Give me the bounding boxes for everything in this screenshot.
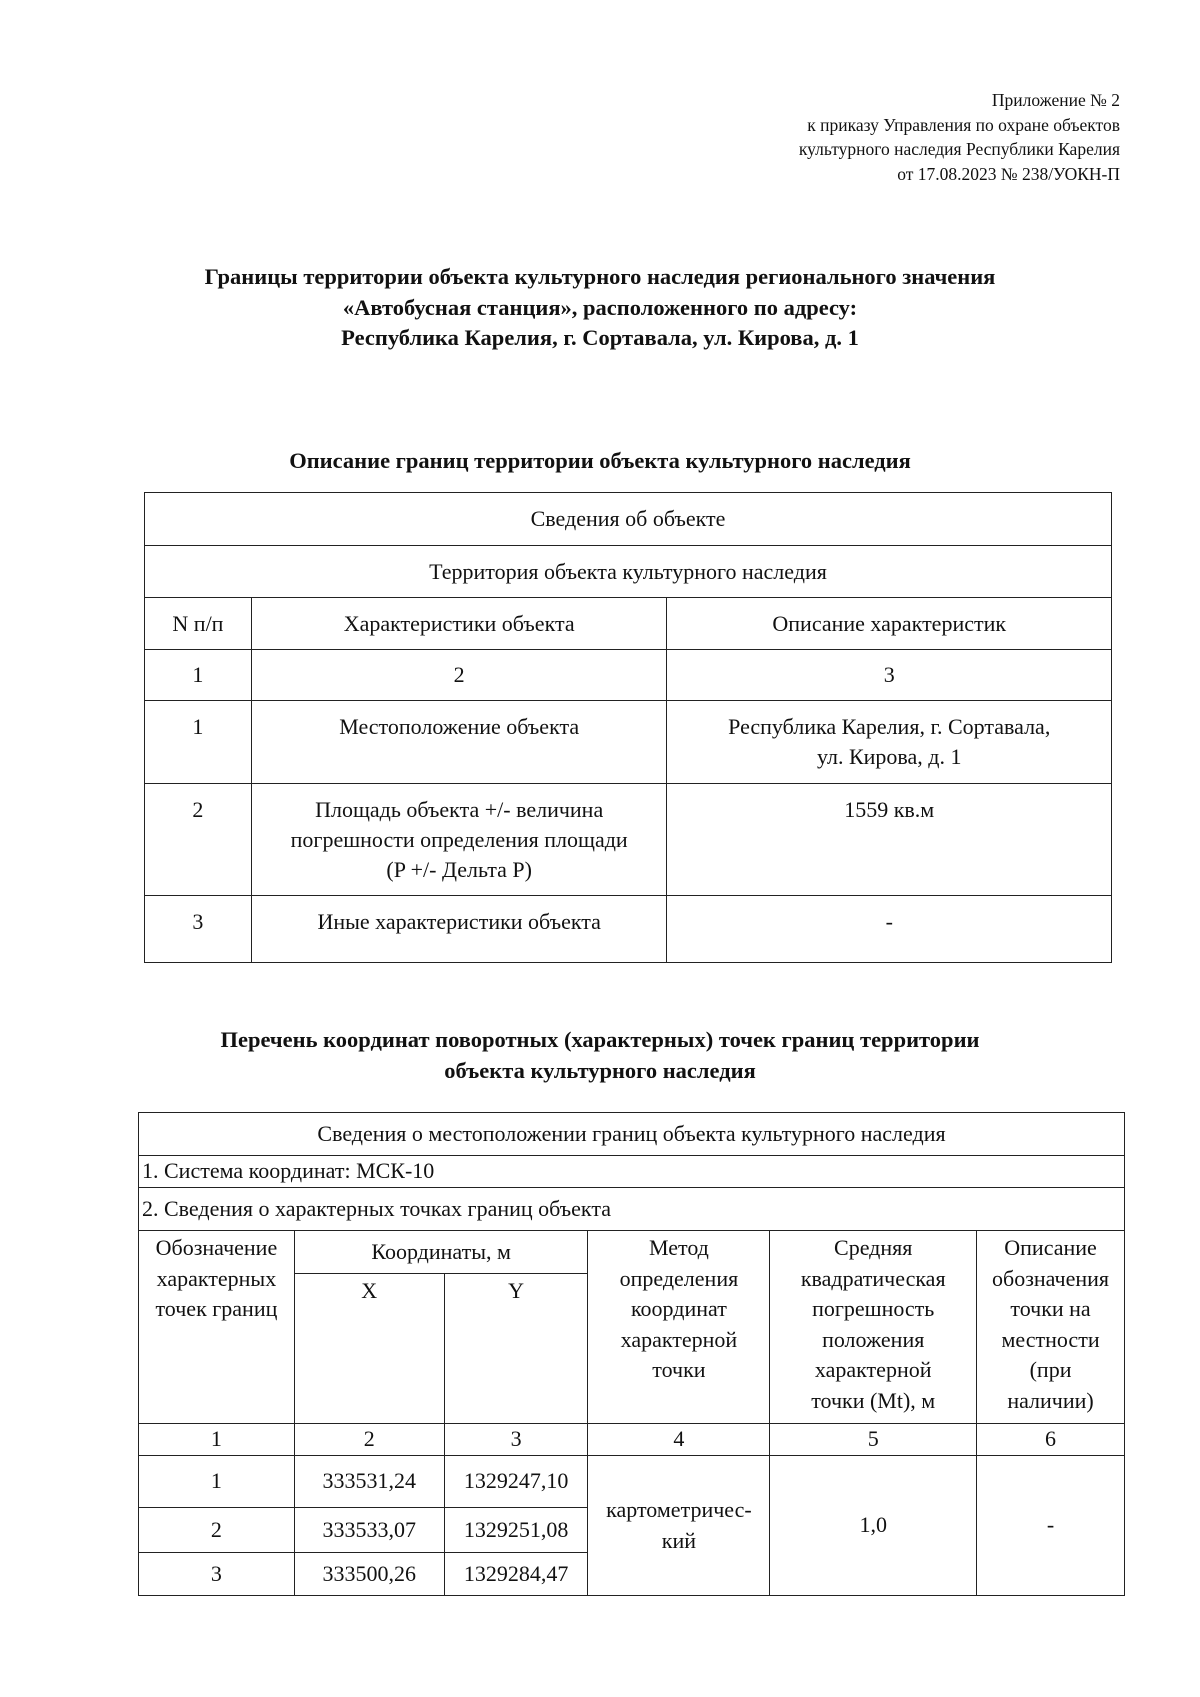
section2-title-line: Перечень координат поворотных (характерных) точек границ территории	[220, 1027, 980, 1052]
coordinate-system: 1. Система координат: МСК-10	[139, 1156, 1125, 1188]
column-header-number: N п/п	[145, 598, 252, 650]
section2-title	[0, 1025, 1200, 1086]
column-number: 3	[667, 650, 1112, 701]
table-row	[145, 701, 1112, 784]
column-number: 3	[444, 1424, 588, 1456]
title-line: Республика Карелия, г. Сортавала, ул. Кирова, д. 1	[341, 325, 859, 350]
table-row	[145, 896, 1112, 963]
appendix-number: Приложение № 2	[991, 90, 1120, 110]
point-x: 333533,07	[294, 1508, 444, 1553]
error-cell: 1,0	[770, 1456, 977, 1596]
point-y: 1329251,08	[444, 1508, 588, 1553]
row-description: 1559 кв.м	[667, 784, 1112, 896]
column-number: 2	[294, 1424, 444, 1456]
column-number: 1	[139, 1424, 295, 1456]
point-id: 2	[139, 1508, 295, 1553]
column-header-y: Y	[444, 1274, 588, 1424]
column-number: 5	[770, 1424, 977, 1456]
column-header-designation: Обозначение характерных точек границ	[139, 1231, 295, 1424]
method-cell: картометричес- кий	[588, 1456, 770, 1596]
appendix-header	[799, 88, 1120, 186]
table-row	[139, 1456, 1125, 1508]
appendix-authority: культурного наследия Республики Карелия	[798, 139, 1120, 159]
column-header-coordinates: Координаты, м	[294, 1231, 588, 1274]
section1-title: Описание границ территории объекта культурного наследия	[289, 448, 911, 473]
row-characteristic: Иные характеристики объекта	[251, 896, 667, 963]
object-description-table	[144, 492, 1112, 963]
point-description-cell: -	[977, 1456, 1125, 1596]
points-info: 2. Сведения о характерных точках границ объекта	[139, 1188, 1125, 1231]
column-number: 2	[251, 650, 667, 701]
row-number: 3	[145, 896, 252, 963]
point-id: 3	[139, 1553, 295, 1596]
table-header: Сведения об объекте	[145, 493, 1112, 546]
column-header-error: Средняя квадратическая погрешность положения характерной точки (Mt), м	[770, 1231, 977, 1424]
column-header-method: Метод определения координат характерной точки	[588, 1231, 770, 1424]
point-x: 333500,26	[294, 1553, 444, 1596]
title-line: Границы территории объекта культурного наследия регионального значения	[204, 264, 996, 289]
column-header-characteristic: Характеристики объекта	[251, 598, 667, 650]
title-line: «Автобусная станция», расположенного по адресу:	[342, 294, 858, 320]
row-description: Республика Карелия, г. Сортавала, ул. Кирова, д. 1	[667, 701, 1112, 784]
row-number: 2	[145, 784, 252, 896]
appendix-order-ref: к приказу Управления по охране объектов	[807, 114, 1120, 135]
column-number: 6	[977, 1424, 1125, 1456]
column-header-point-description: Описание обозначения точки на местности (при наличии)	[977, 1231, 1125, 1424]
point-y: 1329284,47	[444, 1553, 588, 1596]
table-row	[145, 784, 1112, 896]
point-y: 1329247,10	[444, 1456, 588, 1508]
row-characteristic: Местоположение объекта	[251, 701, 667, 784]
document-title	[0, 262, 1200, 354]
column-number: 1	[145, 650, 252, 701]
row-number: 1	[145, 701, 252, 784]
section2-title-line: объекта культурного наследия	[444, 1057, 756, 1083]
point-x: 333531,24	[294, 1456, 444, 1508]
appendix-date: от 17.08.2023 № 238/УОКН-П	[897, 163, 1120, 184]
row-description: -	[667, 896, 1112, 963]
row-characteristic: Площадь объекта +/- величина погрешности определения площади (P +/- Дельта P)	[251, 784, 667, 896]
column-header-description: Описание характеристик	[667, 598, 1112, 650]
column-number: 4	[588, 1424, 770, 1456]
table-header: Сведения о местоположении границ объекта культурного наследия	[139, 1113, 1125, 1156]
point-id: 1	[139, 1456, 295, 1508]
coordinates-table	[138, 1112, 1125, 1596]
column-header-x: X	[294, 1274, 444, 1424]
table-subheader: Территория объекта культурного наследия	[145, 546, 1112, 598]
